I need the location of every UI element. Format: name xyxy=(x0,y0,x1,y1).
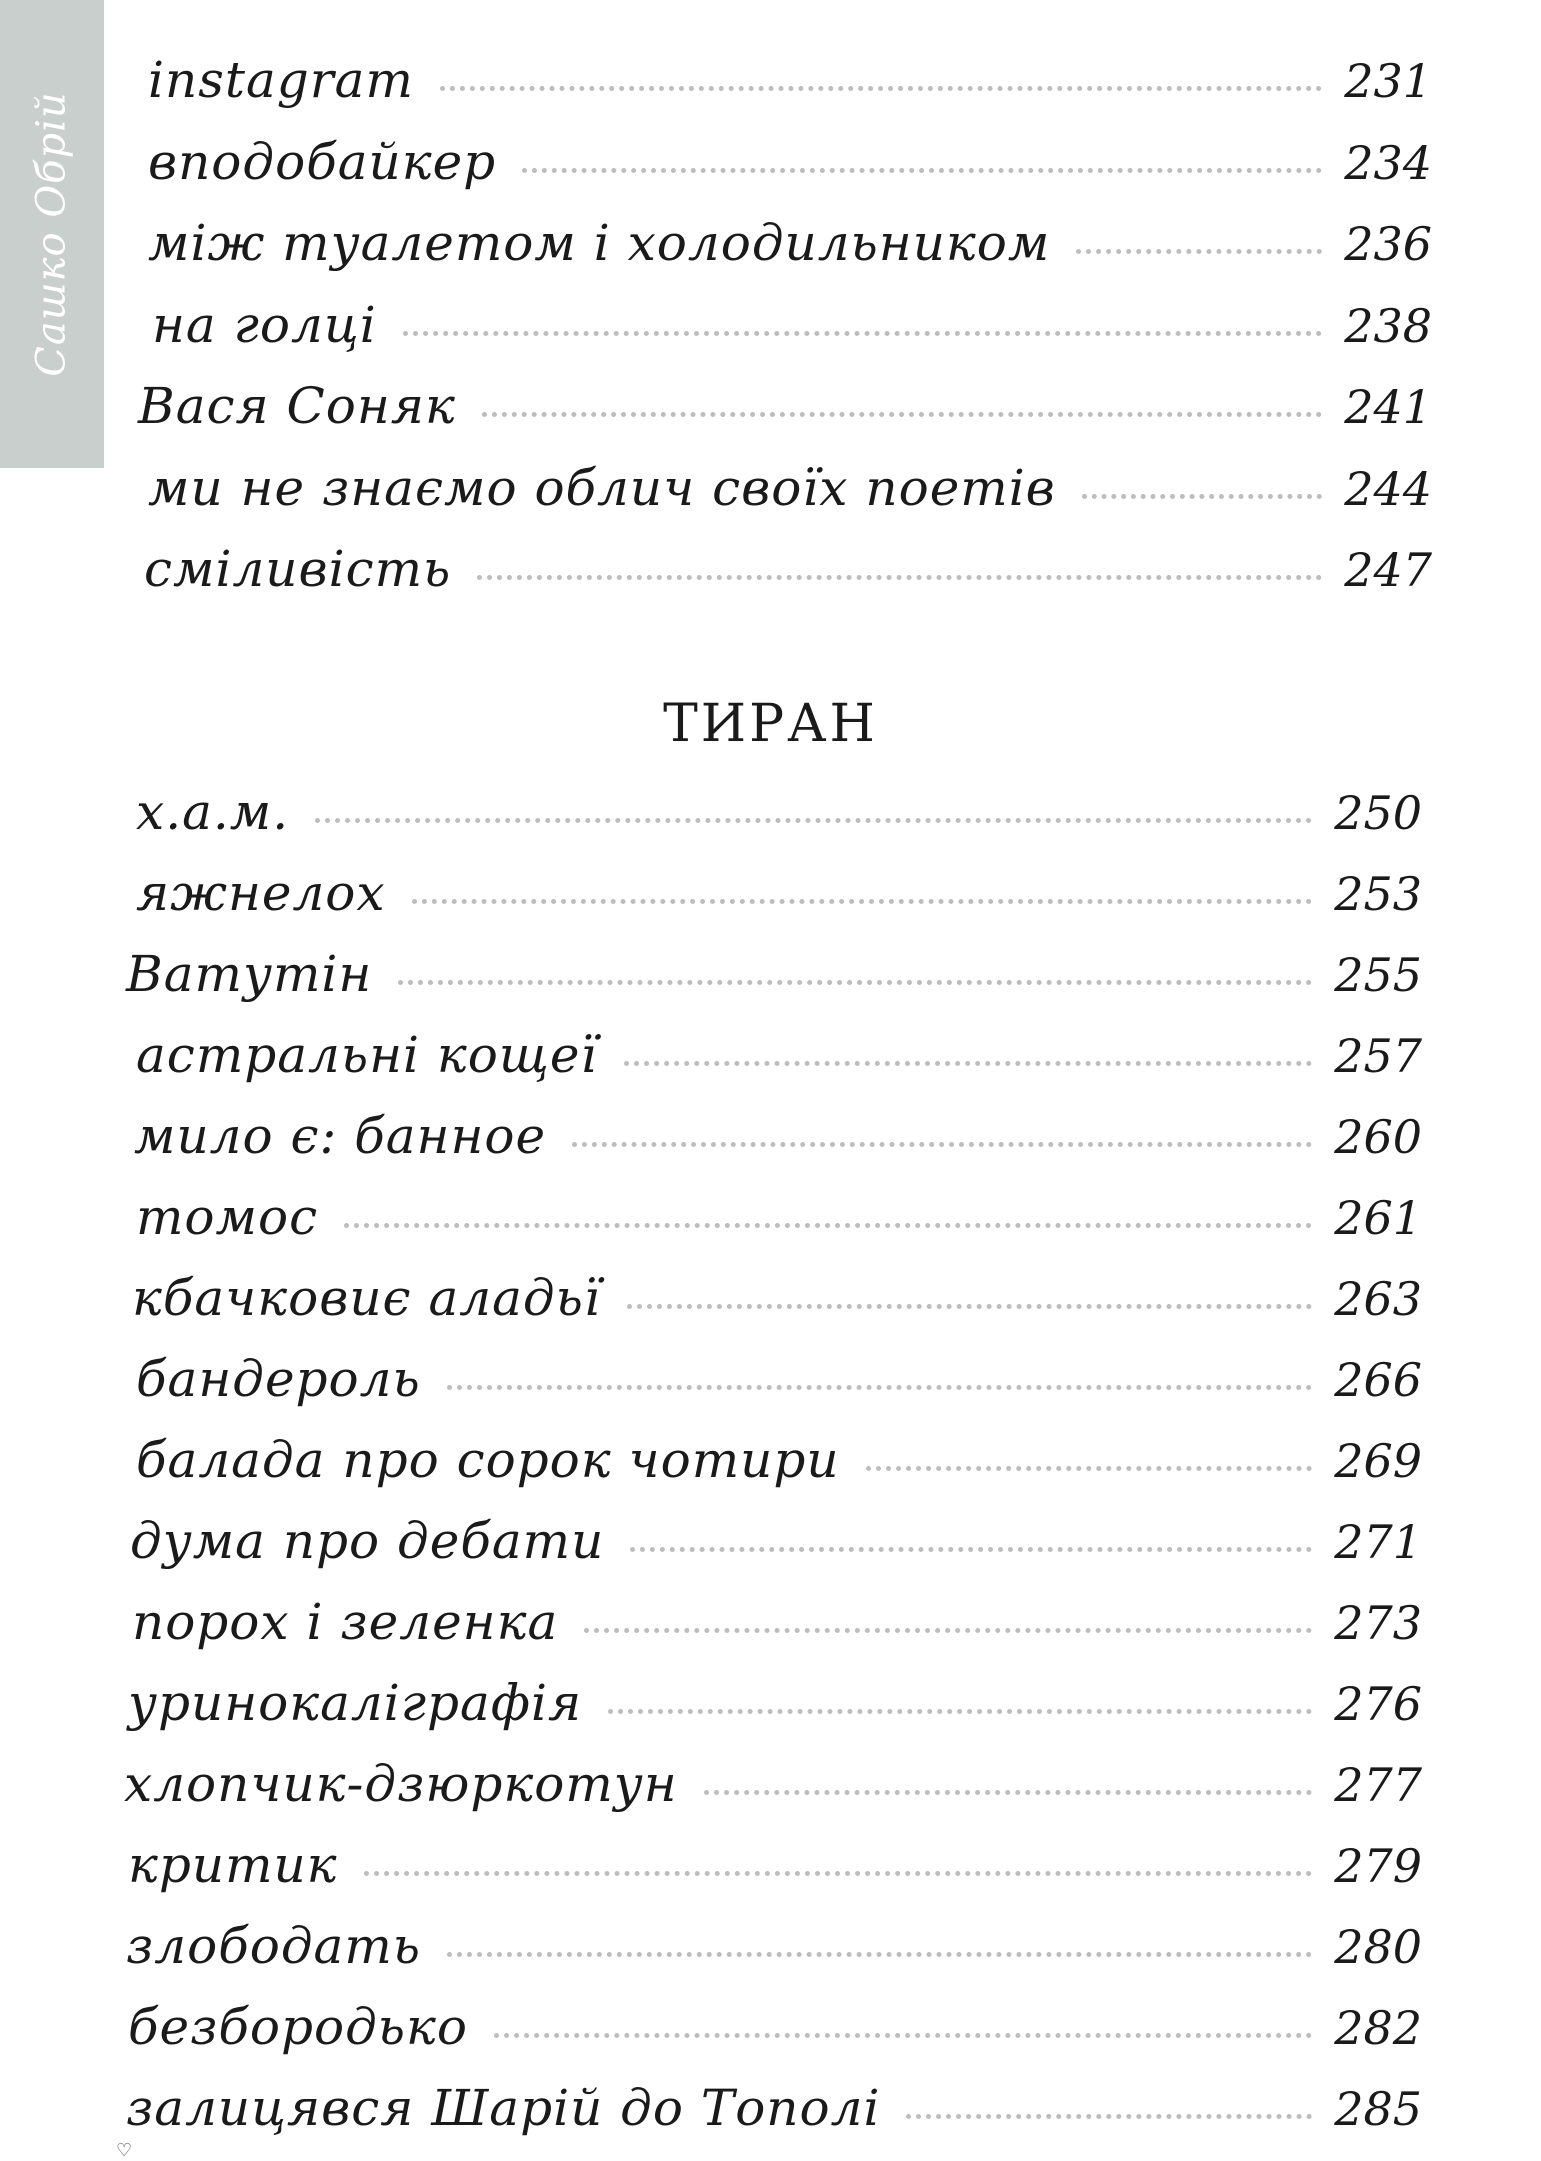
toc-entry-title: критик xyxy=(128,1836,338,1894)
toc-entry-page: 234 xyxy=(1344,135,1432,190)
toc-dot-leader xyxy=(398,980,1312,985)
toc-entry-title: сміливість xyxy=(144,540,452,598)
toc-entry xyxy=(124,1748,1422,1820)
toc-dot-leader xyxy=(522,168,1322,173)
toc-dot-leader xyxy=(624,1061,1313,1066)
toc-entry xyxy=(128,1829,1422,1901)
toc-dot-leader xyxy=(1076,249,1322,254)
toc-entry-title: безбородько xyxy=(128,1998,468,2056)
toc-entry-title: уринокаліграфія xyxy=(128,1674,583,1732)
toc-entry xyxy=(136,857,1422,929)
toc-entry-title: хлопчик-дзюркотун xyxy=(124,1755,678,1813)
toc-entry-title: порох і зеленка xyxy=(132,1593,559,1651)
toc-dot-leader xyxy=(447,1385,1312,1390)
toc-dot-leader xyxy=(440,86,1322,91)
toc-entry-title: кбачковиє аладьї xyxy=(132,1269,601,1327)
toc-entry-title: instagram xyxy=(148,51,414,109)
toc-entry-page: 271 xyxy=(1334,1515,1422,1569)
toc-entry-title: Вася Соняк xyxy=(138,377,456,435)
toc-entry xyxy=(138,370,1432,442)
toc-entry xyxy=(126,938,1422,1010)
toc-entry xyxy=(126,2072,1422,2144)
toc-entry-page: 263 xyxy=(1334,1272,1422,1326)
toc-entry-title: астральні кощеї xyxy=(136,1026,598,1084)
toc-entry-title: дума про дебати xyxy=(130,1512,605,1570)
toc-entry-page: 273 xyxy=(1334,1596,1422,1650)
toc-entry-page: 266 xyxy=(1334,1353,1422,1407)
toc-dot-leader xyxy=(447,1952,1312,1957)
toc-dot-leader xyxy=(344,1223,1312,1228)
toc-entry xyxy=(148,452,1432,524)
toc-dot-leader xyxy=(364,1871,1313,1876)
toc-entry-page: 276 xyxy=(1334,1677,1422,1731)
toc-dot-leader xyxy=(477,575,1322,580)
toc-dot-leader xyxy=(906,2114,1312,2119)
toc-entry xyxy=(136,776,1422,848)
toc-entry-page: 255 xyxy=(1334,948,1422,1002)
toc-entry-page: 244 xyxy=(1344,461,1432,516)
toc-entry-title: між туалетом і холодильником xyxy=(148,214,1051,272)
section-heading: ТИРАН xyxy=(663,694,878,754)
toc-entry xyxy=(132,1586,1422,1658)
toc-dot-leader xyxy=(704,1790,1312,1795)
toc-entry xyxy=(136,1424,1422,1496)
toc-dot-leader xyxy=(608,1709,1312,1714)
toc-entry xyxy=(128,1991,1422,2063)
toc-entry-title: вподобайкер xyxy=(148,132,497,191)
toc-entry-page: 282 xyxy=(1334,2001,1422,2055)
toc-dot-leader xyxy=(315,818,1312,823)
toc-entry xyxy=(148,44,1432,116)
toc-entry xyxy=(148,126,1432,198)
toc-entry xyxy=(130,1505,1422,1577)
toc-entry-page: 285 xyxy=(1334,2082,1422,2136)
toc-entry-page: 279 xyxy=(1334,1839,1422,1893)
toc-entry xyxy=(134,1100,1422,1172)
toc-entry-page: 247 xyxy=(1344,543,1432,597)
toc-entry-page: 231 xyxy=(1344,54,1432,108)
toc-entry-title: балада про сорок чотири xyxy=(136,1431,840,1489)
toc-entry-page: 236 xyxy=(1344,217,1432,271)
toc-entry-page: 250 xyxy=(1334,786,1422,840)
toc-entry-title: злободать xyxy=(126,1917,421,1975)
toc-entry-page: 238 xyxy=(1344,298,1432,353)
toc-entry-title: Ватутін xyxy=(126,945,373,1003)
toc-entry xyxy=(128,1667,1422,1739)
toc-entry-page: 261 xyxy=(1334,1191,1422,1245)
toc-dot-leader xyxy=(630,1547,1312,1552)
toc-entry xyxy=(136,1181,1422,1253)
toc-entry-page: 253 xyxy=(1334,867,1422,921)
toc-entry-page: 269 xyxy=(1334,1434,1422,1488)
toc-dot-leader xyxy=(403,331,1322,336)
toc-entry xyxy=(152,289,1432,361)
toc-entry-title: на голці xyxy=(152,295,377,354)
toc-entry-title: залицявся Шарій до Тополі xyxy=(126,2079,881,2137)
toc-dot-leader xyxy=(1082,494,1322,499)
author-name: Сашко Обрій xyxy=(29,91,75,377)
toc-entry-title: х.а.м. xyxy=(136,783,290,841)
toc-entry-page: 280 xyxy=(1334,1920,1422,1974)
toc-entry-title: бандероль xyxy=(136,1350,421,1408)
toc-entry xyxy=(126,1910,1422,1982)
toc-dot-leader xyxy=(572,1142,1312,1147)
toc-entry-page: 277 xyxy=(1334,1758,1422,1812)
toc-entry-page: 241 xyxy=(1344,380,1432,434)
toc-dot-leader xyxy=(482,412,1322,417)
toc-entry-title: мило є: банное xyxy=(134,1107,547,1165)
toc-entry xyxy=(132,1262,1422,1334)
toc-dot-leader xyxy=(627,1304,1312,1309)
toc-entry-title: ми не знаємо облич своїх поетів xyxy=(148,458,1056,517)
toc-dot-leader xyxy=(866,1466,1313,1471)
toc-entry xyxy=(136,1019,1422,1091)
toc-dot-leader xyxy=(494,2033,1312,2038)
toc-entry-title: яжнелох xyxy=(136,864,386,922)
toc-entry-page: 257 xyxy=(1334,1029,1422,1083)
toc-entry-page: 260 xyxy=(1334,1110,1422,1164)
toc-entry xyxy=(144,533,1432,605)
toc-dot-leader xyxy=(584,1628,1312,1633)
corner-mark-icon: ♡ xyxy=(116,2140,133,2161)
toc-dot-leader xyxy=(412,899,1313,904)
toc-entry-title: томос xyxy=(136,1188,319,1246)
toc-entry xyxy=(136,1343,1422,1415)
toc-entry xyxy=(148,207,1432,279)
